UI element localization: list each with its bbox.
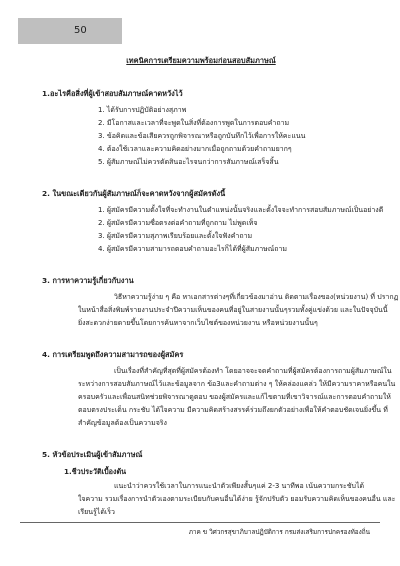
footer-rule xyxy=(20,522,380,523)
section-heading: 1.อะไรคือสิ่งที่ผู้เข้าสอบสัมภาษณ์คาดหวังไว้ xyxy=(42,89,183,98)
paragraph-line: ในหน้าสื่อสิ่งพิมพ์รายงานประจำปีความเห็นของคนที่อยู่ในสายงานนั้นๆรวมทั้งคู่แข่งด้วย และในปัจจุบันนี้ xyxy=(78,306,388,314)
paragraph-line: แนะนำว่าควรใช้เวลาในการแนะนำตัวเพียงสั้นๆแค่ 2-3 นาทีพอ เน้นความกระชับได้ xyxy=(114,482,365,490)
list-item: 1. ได้รับการปฏิบัติอย่างสุภาพ xyxy=(98,106,187,114)
section-paragraph xyxy=(42,365,396,430)
sub-heading: 1.ชีวประวัติเบื้องต้น xyxy=(64,467,127,476)
document-body xyxy=(42,54,399,519)
footer-text: ภาค ข วิศวกรสุขาภิบาลปฏิบัติการ กรมส่งเสริมการปกครองท้องถิ่น xyxy=(188,528,370,536)
page-number: 50 xyxy=(74,25,87,36)
section-heading: 2. ในขณะเดียวกันผู้สัมภาษณ์ก็จะคาดหวังจากผู้สมัครดังนี้ xyxy=(42,189,226,198)
paragraph-line: เป็นเรื่องที่สำคัญที่สุดที่ผู้สมัครต้องทำ โดยอาจจะจดคำถามที่ผู้สมัครต้องการถามผู้สัมภาษณ์ใน xyxy=(114,367,392,375)
section-list xyxy=(42,104,360,169)
list-item: 2. มีโอกาสและเวลาที่จะพูดในสิ่งที่ต้องการพูดในการตอบคำถาม xyxy=(98,119,290,127)
section-heading: 4. การเตรียมพูดถึงความสามารถของผู้สมัคร xyxy=(42,350,184,359)
paragraph-line: วิธีหาความรู้ง่าย ๆ คือ หาเอกสารต่างๆที่เกี่ยวข้องมาอ่าน ติดตามเรื่องของ(หน่วยงาน) ที่ ปรากฏ xyxy=(114,293,399,301)
list-item: 2. ผู้สมัครมีความซื่อตรงต่อคำถามที่ถูกถาม ไม่พูดเท็จ xyxy=(98,219,258,227)
section-heading: 3. การหาความรู้เกี่ยวกับงาน xyxy=(42,276,134,285)
list-item: 4. ต้องใช้เวลาและความคิดอย่างมากเมื่อถูกถามด้วยคำถามยากๆ xyxy=(98,145,292,153)
list-item: 4. ผู้สมัครมีความสามารถตอบคำถามอะไรก็ได้ที่ผู้สัมภาษณ์ถาม xyxy=(98,245,288,253)
section-paragraph xyxy=(42,291,399,330)
document-title: เทคนิคการเตรียมความพร้อมก่อนสอบสัมภาษณ์ xyxy=(126,56,276,65)
paragraph-line: สำคัญข้อมูลต้องเป็นความจริง xyxy=(78,419,167,427)
section-paragraph xyxy=(42,480,396,519)
section-list xyxy=(42,204,384,256)
paragraph-line: เรียนรู้ได้เร็ว xyxy=(78,508,115,516)
paragraph-line: ยิ่งสะดวกง่ายดายขึ้นโดยการค้นหาจากเว็บไซต์ของหน่วยงาน หรือหน่วยงานนั้นๆ xyxy=(78,319,318,327)
paragraph-line: ระหว่างการสอบสัมภาษณ์ไว้และข้อมูลจาก ข้อ3และคำถามต่าง ๆ ให้คล่องแคล่ว ให้มีความราคาหรือคนใน xyxy=(78,380,396,388)
list-item: 3. ผู้สมัครมีความสุภาพเรียบร้อยและตั้งใจฟังคำถาม xyxy=(98,232,253,240)
list-item: 3. ข้อคิดและข้อเสียควรถูกพิจารณาหรือถูกบันทึกไว้เพื่อการให้คะแนน xyxy=(98,132,306,140)
section-heading: 5. หัวข้อประเมินผู้เข้าสัมภาษณ์ xyxy=(42,450,143,459)
paragraph-line: ตอบตรงประเด็น กระชับ ได้ใจความ มีความคิดสร้างสรรค์ร่วมถึงยกตัวอย่างเพื่อให้คำตอบชัดเจนยิ่งขึ้น ที่ xyxy=(78,406,388,414)
paragraph-line: ครอบครัวและเพื่อนสนิทช่วยพิจารณาดูตอบ ของผู้สมัครและแก้ไขตามที่เขาวิจารณ์และการตอบคำถามให้ xyxy=(78,393,391,401)
list-item: 1. ผู้สมัครมีความตั้งใจที่จะทำงานในตำแหน่งนั้นจริงและตั้งใจจะทำการสอบสัมภาษณ์เป็นอย่างดี xyxy=(98,206,384,214)
paragraph-line: ใจความ รวมเรื่องการนำตัวเองตามระเบียบกับคนอื่นได้ง่าย รู้จักปรับตัว ยอมรับความคิดเห็นของคนอื่น และ xyxy=(78,495,396,503)
list-item: 5. ผู้สัมภาษณ์ไม่ควรตัดสินอะไรจนกว่าการสัมภาษณ์เสร็จสิ้น xyxy=(98,158,279,166)
page-number-box xyxy=(18,18,122,44)
